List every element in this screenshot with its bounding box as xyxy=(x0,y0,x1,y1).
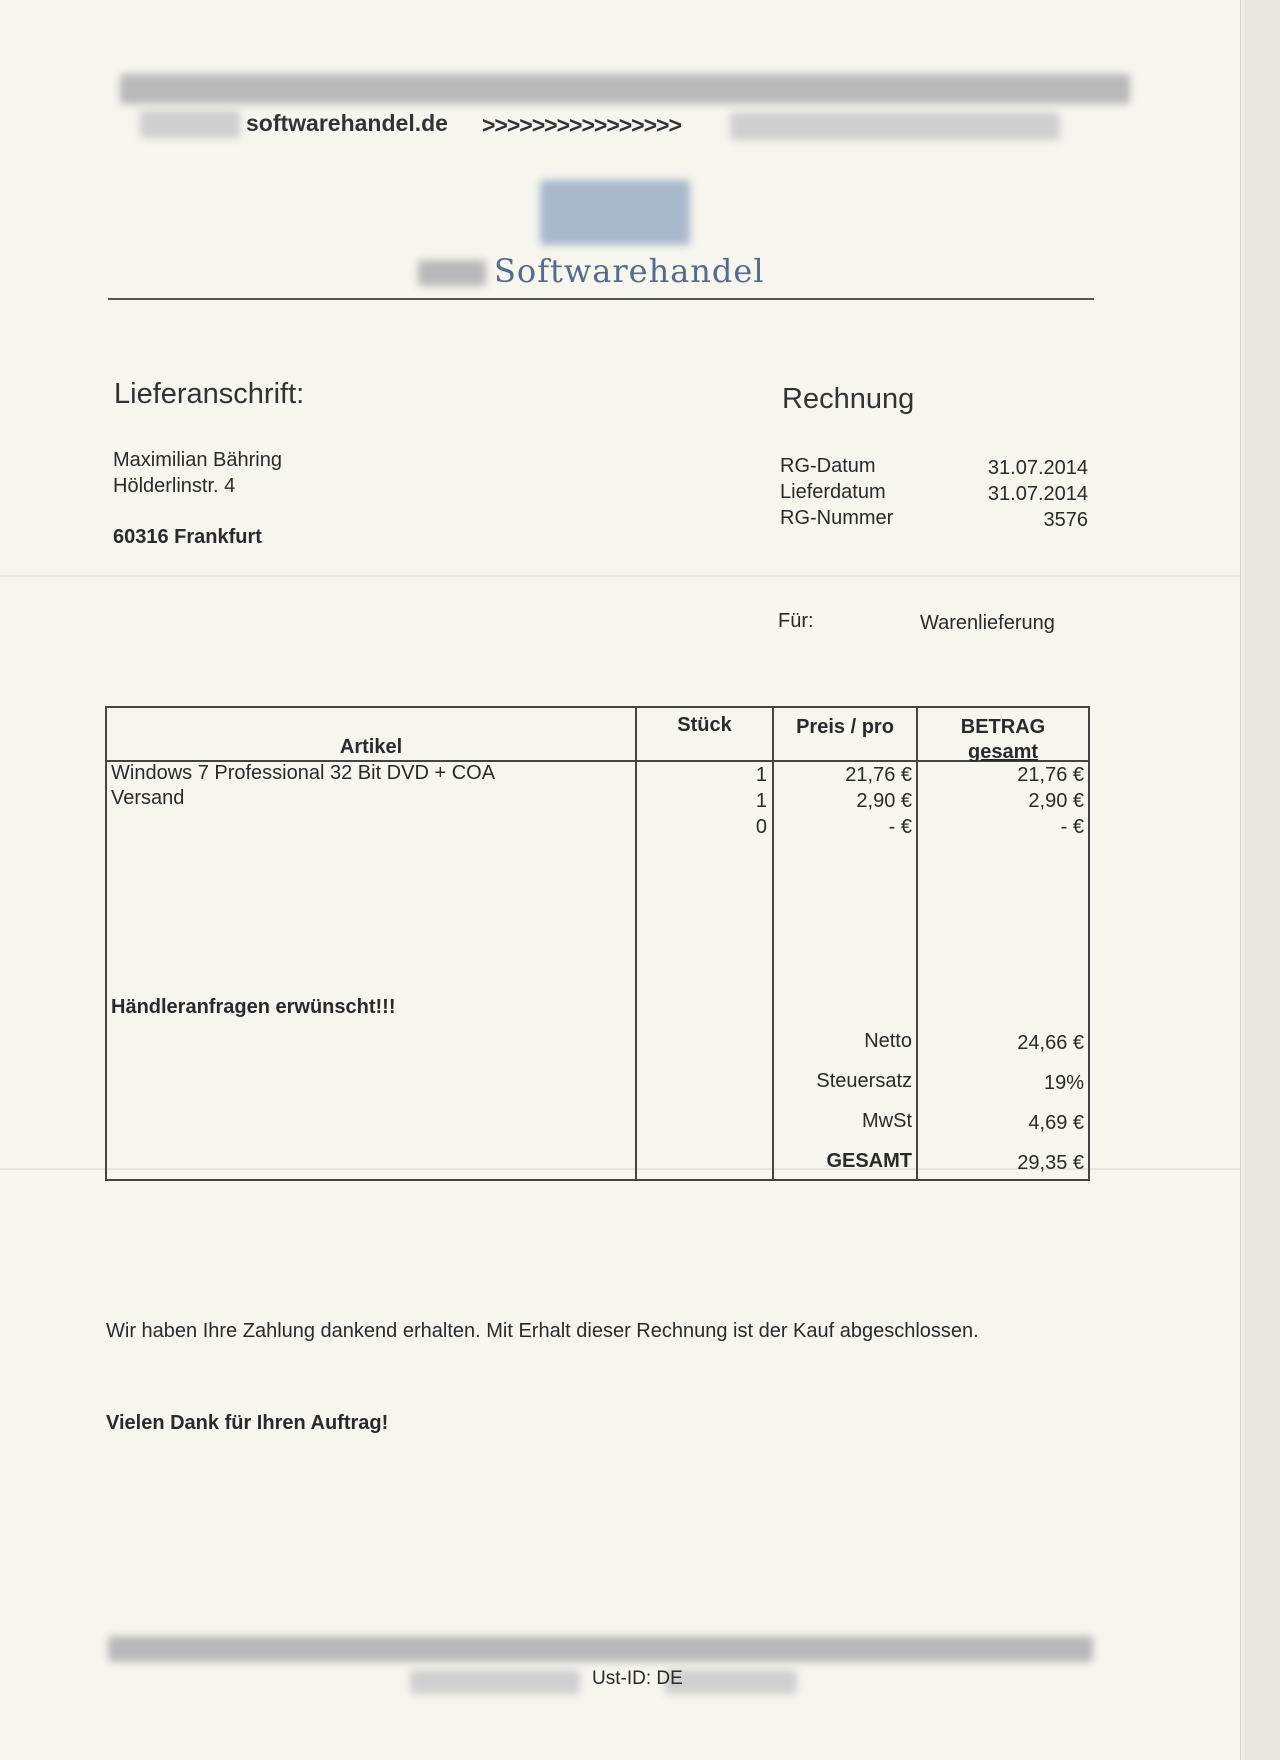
invoice-number-value: 3576 xyxy=(1043,509,1088,531)
netto-label: Netto xyxy=(864,1030,912,1052)
redacted-block xyxy=(665,1670,797,1694)
arrows: >>>>>>>>>>>>>>>> xyxy=(482,112,681,138)
customer-street: Hölderlinstr. 4 xyxy=(113,475,236,497)
thanks-text: Vielen Dank für Ihren Auftrag! xyxy=(106,1412,389,1434)
invoice-date-label: RG-Datum xyxy=(780,455,876,477)
col-artikel: Artikel xyxy=(339,736,403,758)
item-betrag: 2,90 € xyxy=(1028,790,1084,812)
header-rule xyxy=(108,298,1094,300)
total-value: 29,35 € xyxy=(1017,1152,1084,1174)
total-label: GESAMT xyxy=(826,1150,912,1172)
col-betrag: BETRAG xyxy=(960,716,1046,738)
item-preis: 21,76 € xyxy=(845,764,912,786)
fold-line xyxy=(0,575,1240,577)
fuer-value: Warenlieferung xyxy=(920,612,1055,634)
vat-id: Ust-ID: DE xyxy=(592,1668,683,1689)
vat-value: 4,69 € xyxy=(1028,1112,1084,1134)
redacted-block xyxy=(730,112,1060,140)
item-stueck: 0 xyxy=(755,816,767,838)
customer-name: Maximilian Bähring xyxy=(113,449,282,471)
redacted-block xyxy=(410,1670,580,1694)
delivery-date-label: Lieferdatum xyxy=(780,481,886,503)
item-betrag: 21,76 € xyxy=(1017,764,1084,786)
delivery-date-value: 31.07.2014 xyxy=(987,483,1088,505)
item-stueck: 1 xyxy=(755,764,767,786)
tax-rate-label: Steuersatz xyxy=(816,1070,912,1092)
delivery-heading: Lieferanschrift: xyxy=(114,378,305,410)
netto-value: 24,66 € xyxy=(1017,1032,1084,1054)
item-preis: 2,90 € xyxy=(856,790,912,812)
item-preis: - € xyxy=(888,816,912,838)
column-divider xyxy=(1088,708,1090,1179)
scan-edge xyxy=(1244,0,1280,1760)
items-table xyxy=(105,706,1090,1181)
invoice-date-value: 31.07.2014 xyxy=(987,457,1088,479)
item-stueck: 1 xyxy=(755,790,767,812)
site-url: softwarehandel.de xyxy=(246,110,448,136)
fuer-label: Für: xyxy=(778,610,814,632)
invoice-heading: Rechnung xyxy=(782,383,915,415)
item-artikel: Windows 7 Professional 32 Bit DVD + COA xyxy=(111,762,496,784)
item-betrag: - € xyxy=(1060,816,1084,838)
col-betrag-sub: gesamt xyxy=(967,741,1039,763)
brand-name: Softwarehandel xyxy=(494,252,765,290)
invoice-number-label: RG-Nummer xyxy=(780,507,894,529)
col-preis: Preis / pro xyxy=(796,716,894,738)
customer-city: 60316 Frankfurt xyxy=(113,526,262,548)
payment-text: Wir haben Ihre Zahlung dankend erhalten. Mit Erhalt dieser Rechnung ist der Kauf abgeschlossen. xyxy=(106,1320,979,1342)
dealer-note: Händleranfragen erwünscht!!! xyxy=(111,996,396,1018)
item-artikel: Versand xyxy=(111,787,185,809)
tax-rate-value: 19% xyxy=(1043,1072,1084,1094)
redacted-footer-bar xyxy=(108,1636,1093,1662)
redacted-logo-text xyxy=(418,260,486,286)
logo-image-redacted xyxy=(540,180,690,245)
redacted-block xyxy=(140,110,240,138)
vat-label: MwSt xyxy=(862,1110,912,1132)
redacted-header-bar xyxy=(120,74,1130,104)
col-stueck: Stück xyxy=(677,714,732,736)
